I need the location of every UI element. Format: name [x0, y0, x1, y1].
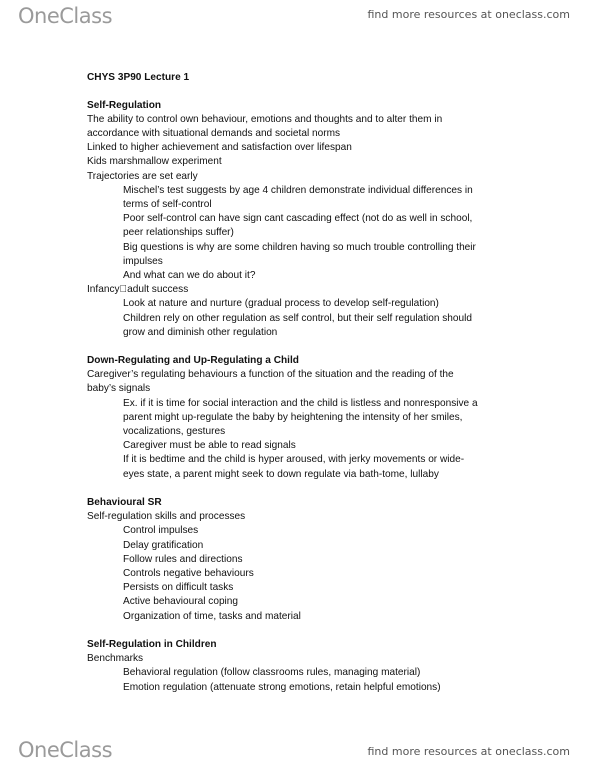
text-line: Poor self-control can have sign cant cascading effect (not do as well in school,: [123, 213, 473, 224]
list-item: Active behavioural coping: [123, 596, 239, 607]
oneclass-logo[interactable]: [18, 4, 112, 28]
text-line: Linked to higher achievement and satisfaction over lifespan: [87, 142, 352, 153]
text-line: grow and diminish other regulation: [123, 327, 278, 338]
text-line: Big questions is why are some children having so much trouble controlling their: [123, 242, 476, 253]
section-heading: Behavioural SR: [87, 497, 162, 508]
list-item: Follow rules and directions: [123, 554, 243, 565]
oneclass-logo[interactable]: [18, 738, 112, 762]
text-line: Caregiver must be able to read signals: [123, 440, 296, 451]
list-item: Emotion regulation (attenuate strong emotions, retain helpful emotions): [123, 682, 441, 693]
list-item: Controls negative behaviours: [123, 568, 254, 579]
text-line: And what can we do about it?: [123, 270, 256, 281]
text-line: Kids marshmallow experiment: [87, 156, 222, 167]
text-line: Trajectories are set early: [87, 171, 198, 182]
text-line: Caregiver’s regulating behaviours a function of the situation and the reading of the: [87, 369, 454, 380]
text-line: vocalizations, gestures: [123, 426, 226, 437]
logo-text: OneClass: [18, 738, 113, 762]
page-header: [0, 0, 595, 32]
list-item: Control impulses: [123, 525, 199, 536]
text-line: Children rely on other regulation as self control, but their self regulation should: [123, 313, 472, 324]
document-title: CHYS 3P90 Lecture 1: [87, 72, 190, 83]
text-line: terms of self-control: [123, 199, 212, 210]
section-heading: Self-Regulation: [87, 100, 162, 111]
text-line: baby’s signals: [87, 383, 151, 394]
text-line: impulses: [123, 256, 163, 267]
list-item: Behavioral regulation (follow classrooms rules, managing material): [123, 667, 421, 678]
text-line: Look at nature and nurture (gradual process to develop self-regulation): [123, 298, 439, 309]
text-line: Mischel’s test suggests by age 4 children demonstrate individual differences in: [123, 185, 473, 196]
page-footer: [0, 734, 595, 770]
text-line: peer relationships suffer): [123, 227, 234, 238]
section-heading: Down-Regulating and Up-Regulating a Child: [87, 355, 299, 366]
list-item: Persists on difficult tasks: [123, 582, 234, 593]
logo-text: OneClass: [18, 4, 113, 28]
list-item: Delay gratification: [123, 540, 204, 551]
section-heading: Self-Regulation in Children: [87, 639, 217, 650]
resources-link[interactable]: find more resources at oneclass.com: [367, 8, 570, 21]
text-line: Self-regulation skills and processes: [87, 511, 246, 522]
text-line: If it is bedtime and the child is hyper aroused, with jerky movements or wide-: [123, 454, 465, 465]
text-line: eyes state, a parent might seek to down regulate via bath-tome, lullaby: [123, 469, 439, 480]
text-line: accordance with situational demands and societal norms: [87, 128, 341, 139]
resources-link[interactable]: find more resources at oneclass.com: [367, 745, 570, 758]
text-line: Ex. if it is time for social interaction and the child is listless and nonresponsive a: [123, 398, 478, 409]
list-item: Organization of time, tasks and material: [123, 611, 301, 622]
text-line: The ability to control own behaviour, emotions and thoughts and to alter them in: [87, 114, 443, 125]
text-line: Benchmarks: [87, 653, 144, 664]
text-line: Infancy adult success: [87, 284, 189, 295]
text-line: parent might up-regulate the baby by heightening the intensity of her smiles,: [123, 412, 463, 423]
